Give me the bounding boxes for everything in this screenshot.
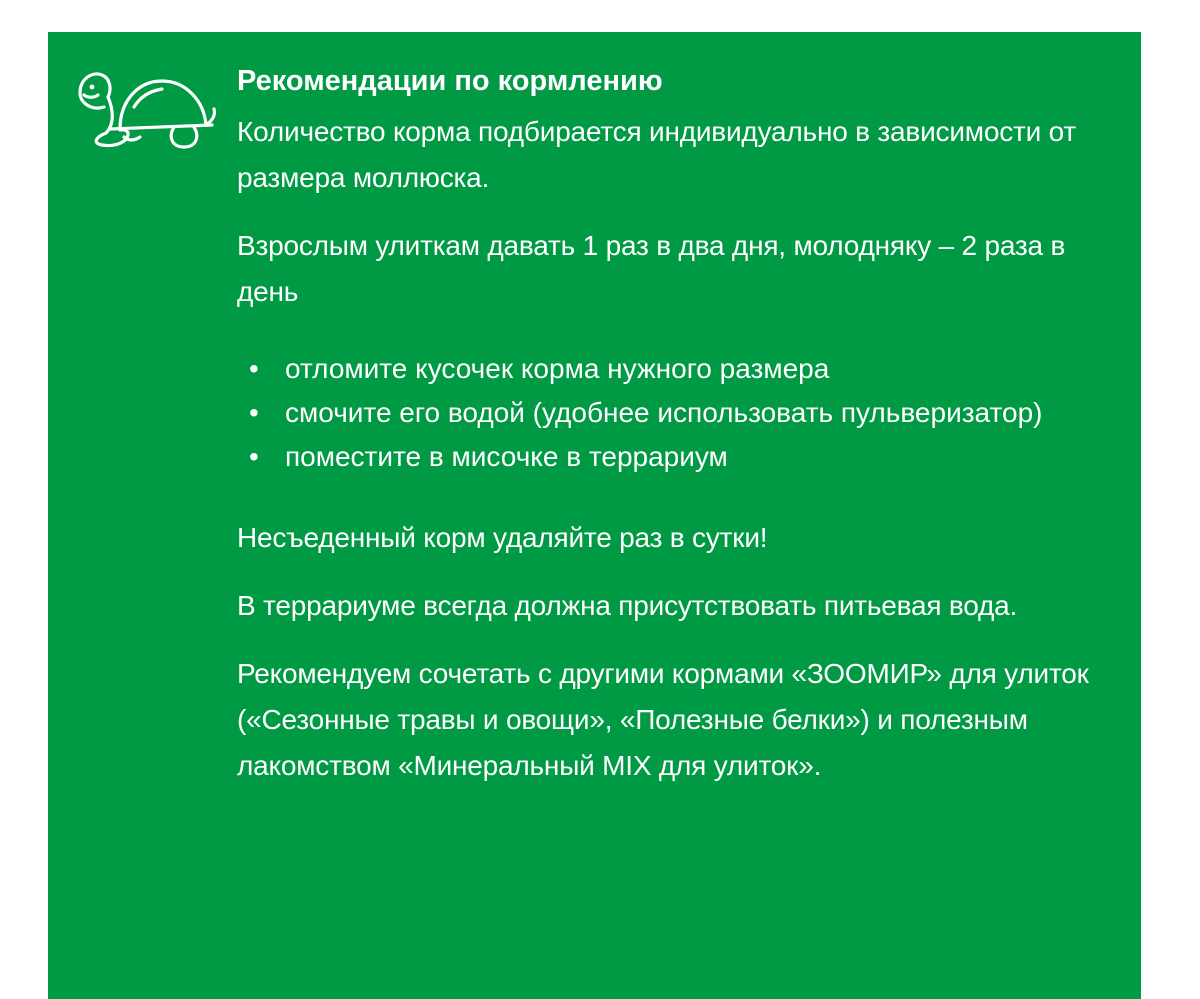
feeding-steps-list (237, 347, 1107, 479)
recommendation-paragraph: Рекомендуем сочетать с другими кормами «ЗООМИР» для улиток («Сезонные травы и овощи», «Полезные белки») и полезным лакомством «Минеральный MIX для улиток». (237, 658, 1089, 781)
section-title: Рекомендации по кормлению (237, 65, 663, 97)
water-paragraph: В террариуме всегда должна присутствовать питьевая вода. (237, 590, 1018, 621)
feeding-content (237, 62, 1107, 789)
removal-paragraph: Несъеденный корм удаляйте раз в сутки! (237, 522, 768, 553)
list-item: • поместите в мисочке в террариум (237, 435, 1107, 479)
list-item: • отломите кусочек корма нужного размера (237, 347, 1107, 391)
portion-paragraph: Количество корма подбирается индивидуально в зависимости от размера моллюска. (237, 116, 1077, 193)
list-item: • смочите его водой (удобнее использовать пульверизатор) (237, 391, 1107, 435)
feeding-recommendations-card (48, 32, 1141, 999)
frequency-paragraph: Взрослым улиткам давать 1 раз в два дня, молодняку – 2 раза в день (237, 230, 1066, 307)
turtle-icon (74, 67, 218, 153)
